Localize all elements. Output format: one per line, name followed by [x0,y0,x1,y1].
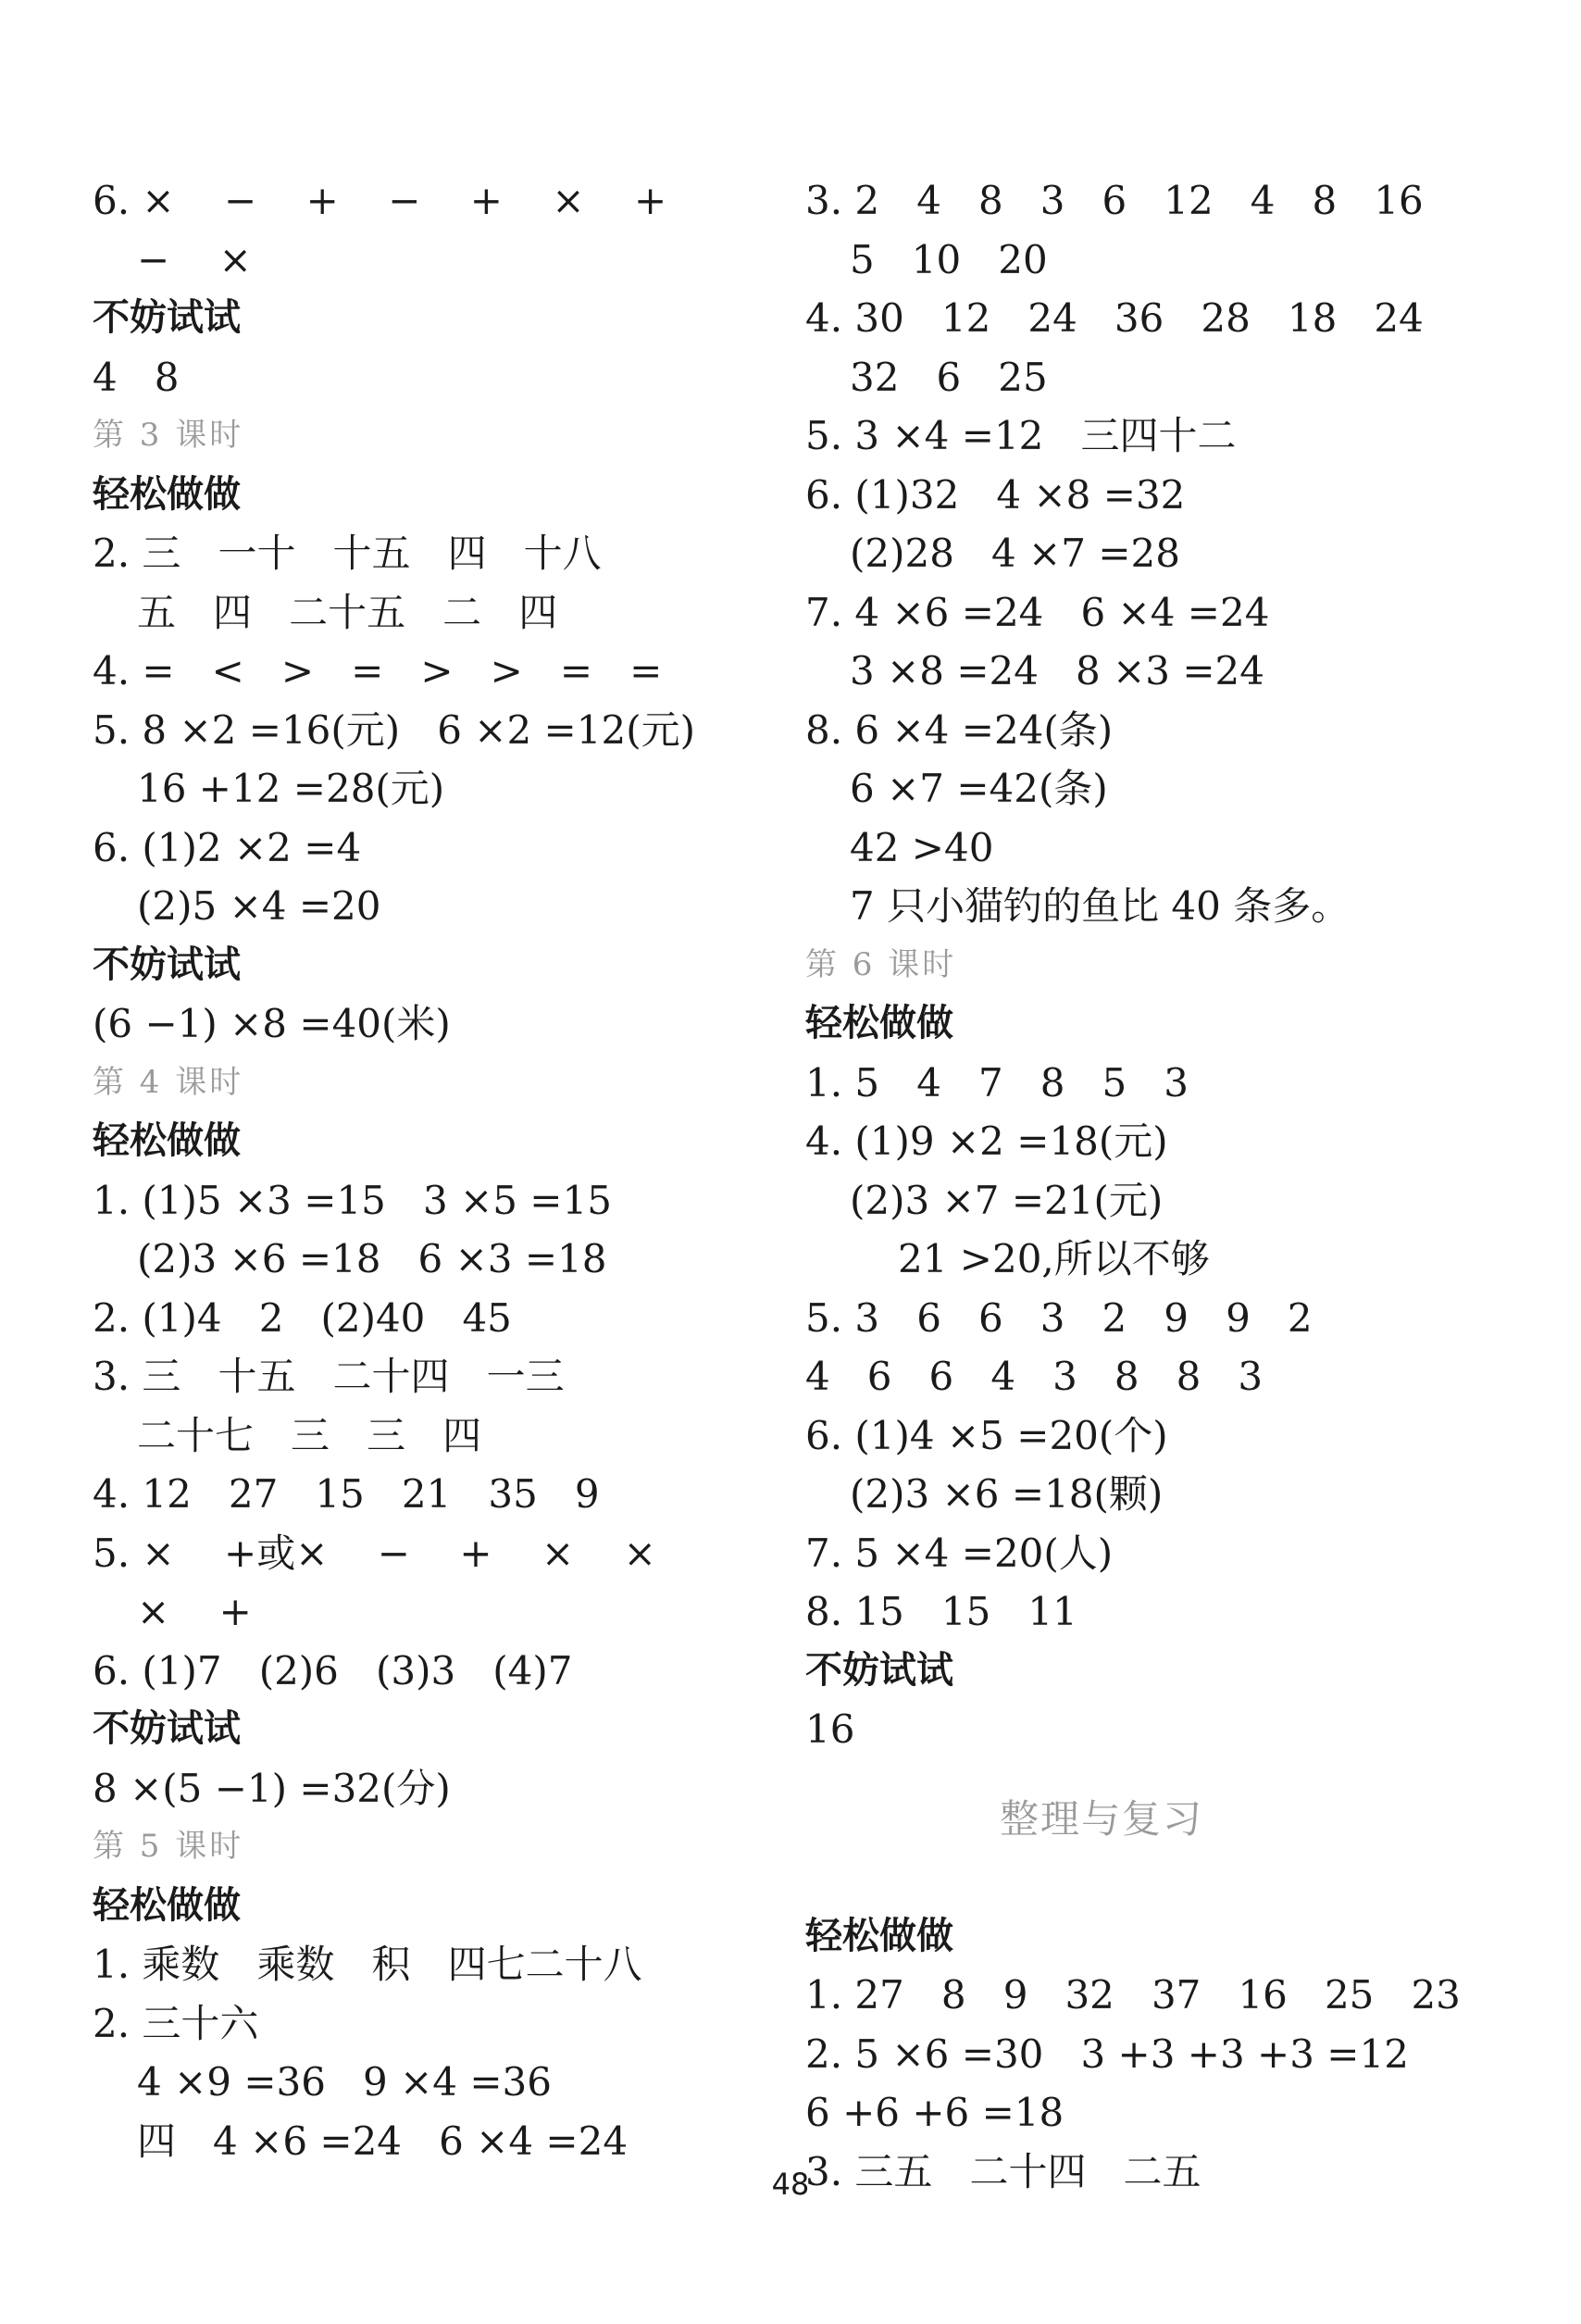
answer-line: (2)3 ×7 =21(元) [850,1177,1164,1223]
subsection-heading: 轻松做做 [93,1119,241,1162]
lesson-heading: 第 6 课时 [805,945,957,983]
answer-line: 二十七 三 三 四 [137,1412,482,1458]
answer-line: 6 +6 +6 =18 [805,2090,1064,2135]
answer-line: 5. 3 ×4 =12 三四十二 [805,413,1237,458]
answer-line: 4. 12 27 15 21 35 9 [93,1471,600,1517]
subsection-heading: 轻松做做 [805,1002,953,1044]
answer-line: 2. 三 一十 十五 四 十八 [93,531,602,576]
answer-line: 4 8 [93,354,180,400]
answer-line: 6 ×7 =42(条) [850,766,1108,811]
answer-line: × + [137,1589,252,1634]
answer-line: 6. (1)32 4 ×8 =32 [805,471,1186,518]
answer-line: 1. 5 4 7 8 5 3 [805,1059,1189,1106]
answer-line: 5. 8 ×2 =16(元) 6 ×2 =12(元) [93,706,695,753]
answer-line: 2. 三十六 [93,2000,259,2046]
answer-line: 5. × +或× − + × × [93,1530,656,1576]
answer-line: 8 ×(5 −1) =32(分) [93,1765,451,1811]
right-column [805,171,1490,2201]
answer-line: 5. 3 6 6 3 2 9 9 2 [805,1294,1313,1341]
answer-line: 4 ×9 =36 9 ×4 =36 [137,2059,552,2105]
answer-line: 4. (1)9 ×2 =18(元) [805,1118,1168,1164]
lesson-heading: 第 5 课时 [93,1828,244,1865]
answer-line: 6. × − + − + × + [93,178,667,223]
answer-line: 16 +12 =28(元) [137,766,445,811]
subsection-heading: 不妨试试 [805,1648,953,1692]
answer-line: 四 4 ×6 =24 6 ×4 =24 [137,2118,629,2164]
answer-line: 1. (1)5 ×3 =15 3 ×5 =15 [93,1177,612,1223]
answer-line: 4 6 6 4 3 8 8 3 [805,1354,1264,1399]
section-title: 整理与复习 [999,1795,1203,1842]
answer-line: 7 只小猫钓的鱼比 40 条多。 [850,883,1351,929]
answer-line: 3. 三 十五 二十四 一三 [93,1354,565,1399]
answer-line: 8. 6 ×4 =24(条) [805,706,1114,753]
answer-line: 2. 5 ×6 =30 3 +3 +3 +3 =12 [805,2030,1409,2077]
lesson-heading: 第 4 课时 [93,1063,244,1101]
answer-line: 4. = < > = > > = = [93,648,663,693]
subsection-heading: 轻松做做 [93,1883,241,1927]
answer-line: 42 >40 [850,824,994,870]
answer-line: 6. (1)2 ×2 =4 [93,824,362,870]
subsection-heading: 轻松做做 [93,472,241,516]
answer-line: 1. 乘数 乘数 积 四七二十八 [93,1942,642,1987]
answer-line: 16 [805,1706,855,1752]
answer-line: 五 四 二十五 二 四 [137,589,558,635]
answer-line: (2)28 4 ×7 =28 [850,531,1180,576]
answer-line: (6 −1) ×8 =40(米) [93,1001,451,1046]
answer-line: − × [137,236,252,282]
answer-line: 8. 15 15 11 [805,1589,1077,1634]
answer-line: 2. (1)4 2 (2)40 45 [93,1294,512,1341]
answer-line: 32 6 25 [850,354,1048,400]
answer-line: 5 10 20 [850,236,1048,282]
answer-line: 3. 三五 二十四 二五 [805,2148,1201,2194]
left-column [93,171,759,2170]
subsection-heading: 轻松做做 [805,1914,953,1957]
answer-line: 1. 27 8 9 32 37 16 25 23 [805,1972,1461,2018]
page-number: 48 [771,2167,810,2202]
answer-line: 6. (1)7 (2)6 (3)3 (4)7 [93,1647,573,1693]
subsection-heading: 不妨试试 [93,1707,241,1750]
subsection-heading: 不妨试试 [93,943,241,986]
subsection-heading: 不妨试试 [93,296,241,339]
answer-line: 7. 4 ×6 =24 6 ×4 =24 [805,589,1270,635]
answer-line: 3 ×8 =24 8 ×3 =24 [850,648,1264,693]
answer-line: 3. 2 4 8 3 6 12 4 8 16 [805,178,1424,223]
answer-line: (2)3 ×6 =18(颗) [850,1471,1164,1517]
answer-line: 6. (1)4 ×5 =20(个) [805,1412,1168,1458]
answer-line: 21 >20,所以不够 [898,1236,1210,1281]
answer-line: 7. 5 ×4 =20(人) [805,1530,1114,1576]
lesson-heading: 第 3 课时 [93,417,244,454]
answer-line: (2)5 ×4 =20 [137,883,381,929]
answer-line: (2)3 ×6 =18 6 ×3 =18 [137,1236,607,1281]
answer-line: 4. 30 12 24 36 28 18 24 [805,295,1424,341]
